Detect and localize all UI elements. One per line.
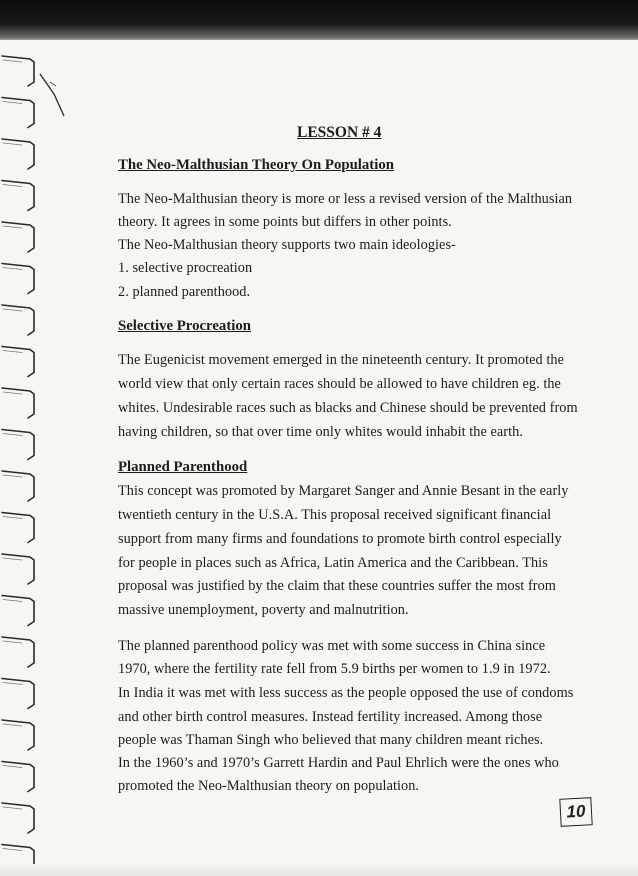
binding-ring-shadow: [3, 434, 22, 436]
policy-line-3: In India it was met with less success as the people opposed the use of condoms: [118, 685, 574, 701]
lesson-title: LESSON # 4: [297, 124, 382, 141]
policy-line-7: promoted the Neo-Malthusian theory on population.: [118, 778, 420, 794]
binding-ring-shadow: [3, 268, 22, 270]
binding-ring-shadow: [3, 185, 22, 187]
page-number: 10: [559, 797, 592, 827]
selective-line-4: having children, so that over time only whites would inhabit the earth.: [118, 424, 523, 440]
pen-mark-icon: [36, 72, 76, 122]
planned-line-6: massive unemployment, poverty and malnutrition.: [118, 602, 409, 618]
binding-ring-shadow: [3, 475, 22, 477]
binding-ring-shadow: [3, 309, 22, 311]
planned-line-5: proposal was justified by the claim that these countries suffer the most from: [118, 578, 556, 594]
selective-line-3: whites. Undesirable races such as blacks and Chinese should be prevented from: [118, 400, 578, 416]
planned-parenthood-heading: Planned Parenthood: [118, 459, 248, 475]
intro-line-1: The Neo-Malthusian theory is more or less a revised version of the Malthusian: [118, 191, 573, 207]
binding-ring-shadow: [3, 600, 22, 602]
intro-line-2: theory. It agrees in some points but differs in other points.: [118, 214, 452, 230]
selective-procreation-heading: Selective Procreation: [118, 318, 251, 334]
page-bottom-edge: [0, 864, 638, 876]
selective-line-1: The Eugenicist movement emerged in the nineteenth century. It promoted the: [118, 352, 564, 368]
binding-ring-shadow: [3, 724, 22, 726]
spiral-binding: [0, 44, 40, 876]
planned-line-3: support from many firms and foundations to promote birth control especially: [118, 531, 562, 547]
binding-ring-shadow: [3, 807, 22, 809]
intro-line-4: 1. selective procreation: [118, 260, 253, 276]
binding-ring-shadow: [3, 143, 22, 145]
binding-ring-shadow: [3, 102, 22, 104]
intro-line-5: 2. planned parenthood.: [118, 284, 251, 300]
planned-line-2: twentieth century in the U.S.A. This proposal received significant financial: [118, 507, 552, 523]
binding-ring-shadow: [3, 641, 22, 643]
planned-line-4: for people in places such as Africa, Latin America and the Caribbean. This: [118, 555, 548, 571]
binding-ring-shadow: [3, 849, 22, 851]
planned-line-1: This concept was promoted by Margaret Sanger and Annie Besant in the early: [118, 483, 569, 499]
scan-top-shadow: [0, 0, 638, 44]
binding-ring-shadow: [3, 558, 22, 560]
policy-line-5: people was Thaman Singh who believed that many children meant riches.: [118, 732, 544, 748]
binding-ring-shadow: [3, 766, 22, 768]
main-heading: The Neo-Malthusian Theory On Population: [118, 157, 394, 173]
binding-ring-shadow: [3, 60, 22, 62]
binding-ring-shadow: [3, 683, 22, 685]
binding-ring-shadow: [3, 392, 22, 394]
intro-line-3: The Neo-Malthusian theory supports two main ideologies-: [118, 237, 456, 253]
binding-ring-shadow: [3, 517, 22, 519]
binding-ring-shadow: [3, 351, 22, 353]
policy-line-6: In the 1960’s and 1970’s Garrett Hardin and Paul Ehrlich were the ones who: [118, 755, 559, 771]
binding-ring-shadow: [3, 226, 22, 228]
selective-line-2: world view that only certain races should be allowed to have children eg. the: [118, 376, 561, 392]
policy-line-2: 1970, where the fertility rate fell from 5.9 births per women to 1.9 in 1972.: [118, 661, 551, 677]
policy-line-4: and other birth control measures. Instead fertility increased. Among those: [118, 709, 543, 725]
policy-line-1: The planned parenthood policy was met with some success in China since: [118, 638, 546, 654]
